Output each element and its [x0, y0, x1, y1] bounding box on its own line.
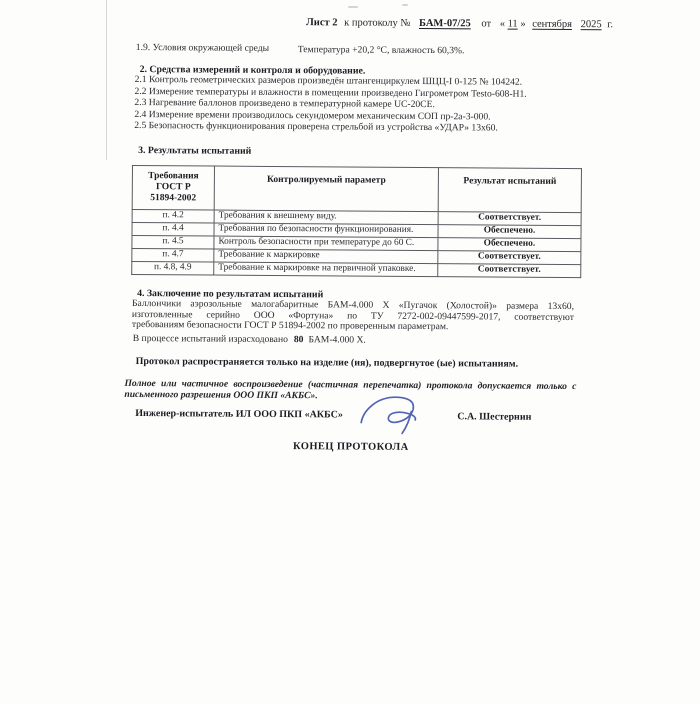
- table-header-requirements: Требования ГОСТ Р 51894-2002: [132, 165, 214, 210]
- row-requirement: п. 4.8, 4.9: [132, 261, 214, 275]
- test-results-section-title: 3. Результаты испытаний: [138, 145, 252, 157]
- date-year-suffix: г.: [607, 19, 614, 31]
- consumed-suffix: БАМ-4.000 Х.: [308, 334, 366, 346]
- row-parameter: Контроль безопасности при температуре до 60 С.: [214, 236, 438, 251]
- equipment-item: 2.2 Измерение температуры и влажности в помещении произведено Гигрометром Testo-608-H1.: [134, 85, 527, 100]
- measuring-equipment-list: [134, 74, 527, 135]
- equipment-item: 2.5 Безопасность функционирования проверена стрельбой из устройства «УДАР» 13х60.: [134, 120, 498, 134]
- date-year: 2025: [580, 19, 602, 31]
- row-result: Соответствует.: [438, 251, 581, 265]
- measuring-equipment-section-title: 2. Средства измерений и контроля и оборудование.: [139, 64, 366, 77]
- handwritten-signature: [347, 389, 437, 441]
- protocol-label: к протоколу №: [344, 17, 411, 29]
- row-result: Соответствует.: [438, 264, 581, 278]
- row-parameter: Требование к маркировке: [214, 249, 438, 264]
- protocol-sheet-header: [306, 17, 613, 30]
- copyright-line: Полное или частичное воспроизведение (частичная перепечатка) протокола допускается только с: [124, 377, 577, 393]
- row-parameter: Требования к внешнему виду.: [214, 210, 438, 225]
- row-parameter: Требования по безопасности функционирования.: [214, 223, 438, 238]
- consumed-quantity: 80: [293, 334, 304, 346]
- row-requirement: п. 4.2: [132, 209, 214, 223]
- end-of-protocol: КОНЕЦ ПРОТОКОЛА: [292, 441, 409, 453]
- conclusion-line: Баллончики аэрозольные малогабаритные БАМ-4.000 Х «Пугачок (Холостой)» размера 13х60,: [131, 297, 575, 313]
- conclusion-section-title: 4. Заключение по результатам испытаний: [137, 288, 324, 301]
- equipment-item: 2.3 Нагревание баллонов произведено в температурной камере UC-20CE.: [134, 97, 435, 111]
- consumed-prefix: В процессе испытаний израсходовано: [132, 332, 288, 346]
- row-result: Обеспечено.: [438, 225, 581, 239]
- conclusion-line: изготовленные серийно ООО «Фортуна» по ТУ 7272-002-09447599-2017, соответствуют: [131, 308, 574, 323]
- row-requirement: п. 4.5: [132, 235, 214, 249]
- date-month: сентября: [532, 18, 573, 31]
- results-table: [131, 165, 582, 278]
- row-result: Обеспечено.: [438, 238, 581, 252]
- engineer-role: Инженер-испытатель ИЛ ООО ПКП «АКБС»: [135, 408, 343, 421]
- date-close-quote: »: [520, 18, 526, 30]
- env-conditions-value: Температура +20,2 °С, влажность 60,3%.: [297, 44, 465, 57]
- sheet-number: Лист 2: [305, 17, 338, 29]
- date-day: 11: [507, 18, 518, 30]
- conclusion-line: требованиям безопасности ГОСТ Р 51894-2002 по проверенным параметрам.: [131, 319, 449, 333]
- copyright-line: письменного разрешения ООО ПКП «АКБС».: [124, 389, 318, 402]
- date-open-quote: «: [499, 18, 506, 30]
- table-header-result: Результат испытаний: [438, 168, 581, 213]
- row-parameter: Требование к маркировке на первичной упаковке.: [214, 262, 438, 277]
- protocol-number: БАМ-07/25: [419, 17, 471, 30]
- engineer-name: С.А. Шестернин: [457, 411, 532, 423]
- row-requirement: п. 4.7: [132, 248, 214, 262]
- row-result: Соответствует.: [438, 212, 581, 226]
- table-row: [132, 261, 581, 277]
- table-header-parameter: Контролируемый параметр: [214, 166, 438, 212]
- conclusion-paragraph: [132, 299, 574, 334]
- date-from-label: от: [481, 18, 492, 30]
- row-requirement: п. 4.4: [132, 222, 214, 236]
- equipment-item: 2.4 Измерение времени производилось секундомером механическим СОП пр-2а-3-000.: [134, 108, 491, 123]
- consumed-line: [133, 333, 366, 346]
- equipment-item: 2.1 Контроль геометрических размеров произведён штангенциркулем ШЦЦ-I 0-125 № 104242.: [134, 73, 523, 88]
- scope-note: Протокол распространяется только на изделие (ия), подвергнутое (ые) испытаниям.: [135, 356, 519, 370]
- signature-stroke: [347, 389, 437, 436]
- env-conditions-label: 1.9. Условия окружающей среды: [135, 41, 270, 54]
